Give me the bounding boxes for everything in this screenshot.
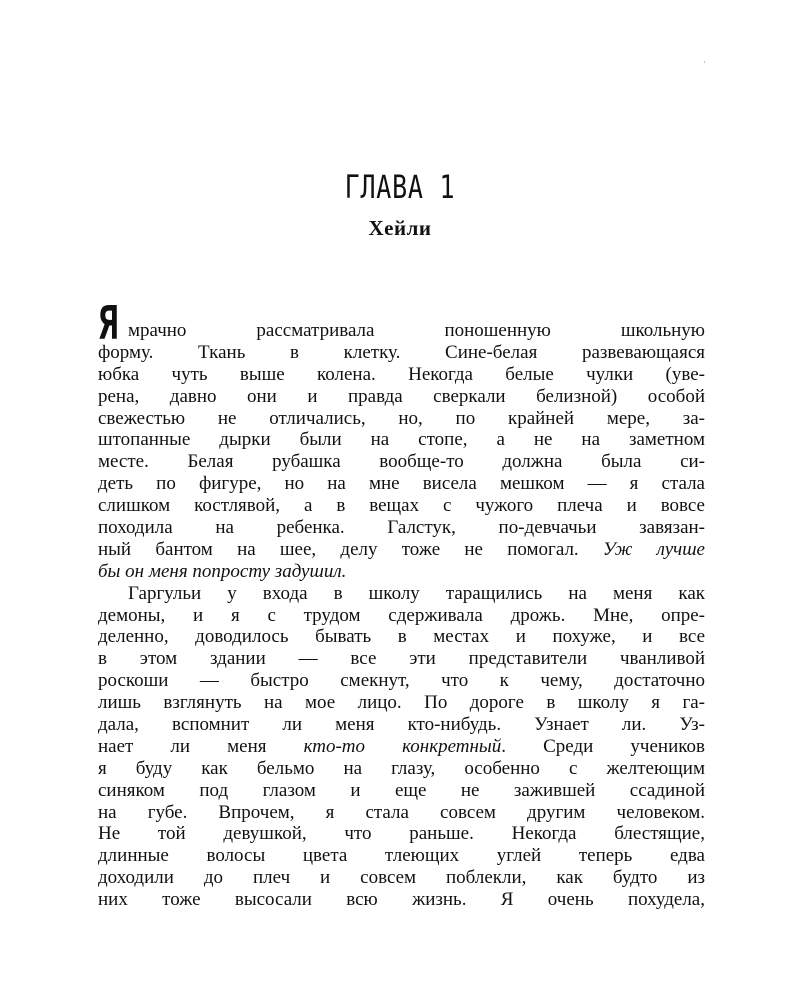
text-line: рена, давно они и правда сверкали белизной) особой (98, 385, 705, 407)
italic-segment: бы он меня попросту задушил. (98, 560, 347, 582)
text-segment: ный бантом на шее, делу тоже не помогал. (98, 538, 603, 560)
text-line: в этом здании — все эти представители чванливой (98, 648, 705, 670)
body-text (98, 320, 705, 911)
text-line: доходили до плеч и совсем поблекли, как будто из (98, 867, 705, 889)
drop-cap: Я (98, 296, 118, 350)
text-line: длинные волосы цвета тлеющих углей теперь едва (98, 845, 705, 867)
italic-segment: кто-то конкретный (303, 735, 502, 757)
text-line: лишь взглянуть на мое лицо. По дороге в школу я га- (98, 692, 705, 714)
text-line: дала, вспомнит ли меня кто-нибудь. Узнает ли. Уз- (98, 714, 705, 736)
text-line: Не той девушкой, что раньше. Некогда блестящие, (98, 823, 705, 845)
text-line: мрачно рассматривала поношенную школьную (128, 320, 705, 341)
text-line: месте. Белая рубашка вообще-то должна была си- (98, 451, 705, 473)
chapter-subtitle: Хейли (368, 216, 432, 240)
text-line: форму. Ткань в клетку. Сине-белая развевающаяся (98, 341, 705, 363)
text-line: деленно, доводилось бывать в местах и похуже, и все (98, 626, 705, 648)
chapter-title: ГЛАВА 1 (344, 168, 456, 206)
text-line: синяком под глазом и еще не зажившей ссадиной (98, 779, 705, 801)
text-line (98, 539, 705, 561)
text-line (98, 561, 705, 583)
text-segment: нает ли меня (98, 735, 304, 757)
text-segment: . Среди учеников (501, 735, 705, 757)
text-line: юбка чуть выше колена. Некогда белые чулки (уве- (98, 363, 705, 385)
page-mark: · (703, 58, 706, 67)
text-line (98, 736, 705, 758)
text-line: свежестью не отличались, но, по крайней мере, за- (98, 407, 705, 429)
text-line: деть по фигуре, но на мне висела мешком — я стала (98, 473, 705, 495)
text-line: походила на ребенка. Галстук, по-девчачьи завязан- (98, 517, 705, 539)
text-line: на губе. Впрочем, я стала совсем другим человеком. (98, 801, 705, 823)
text-line: я буду как бельмо на глазу, особенно с желтеющим (98, 757, 705, 779)
text-line: демоны, и я с трудом сдерживала дрожь. Мне, опре- (98, 604, 705, 626)
italic-segment: Уж лучше (602, 538, 705, 560)
text-line: штопанные дырки были на стопе, а не на заметном (98, 429, 705, 451)
text-line: роскоши — быстро смекнут, что к чему, достаточно (98, 670, 705, 692)
text-line: слишком костлявой, а в вещах с чужого плеча и вовсе (98, 495, 705, 517)
text-line: них тоже высосали всю жизнь. Я очень похудела, (98, 889, 705, 911)
text-line: Гаргульи у входа в школу таращились на меня как (128, 582, 705, 604)
